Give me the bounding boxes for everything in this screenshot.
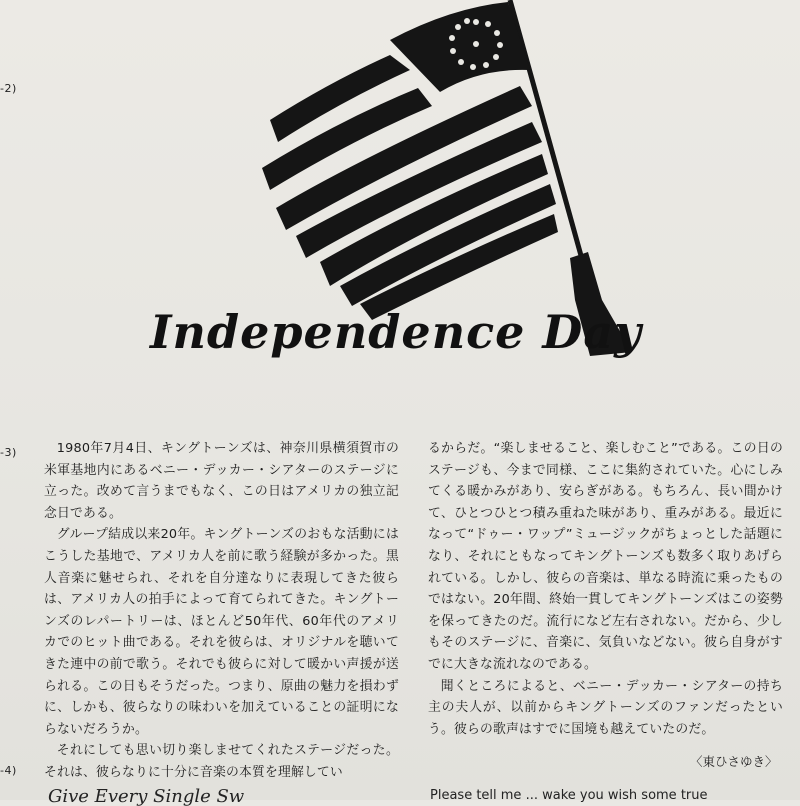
- article-paragraph: グループ結成以来20年。キングトーンズのおもな活動にはこうした基地で、アメリカ人を前に歌う経験が多かった。黒人音楽に魅せられ、それを自分達なりに表現してきた彼らは、アメリカ人の拍手によって育てられてきた。キングトーンズのレパートリーは、ほとんど50年代、60年代のアメリカでのヒット曲である。それを彼らは、オリジナルを聴いてきた連中の前で歌う。それでも彼らに対して暖かい声援が送られる。この日もそうだった。つまり、原曲の魅力を損わずに、しかも、彼らなりの味わいを加えていることの証明にならないだろうか。: [44, 527, 399, 737]
- article-left-column: [44, 438, 399, 784]
- article-paragraph: それにしても思い切り楽しませてくれたステージだった。それは、彼らなりに十分に音楽の本質を理解してい: [44, 743, 399, 780]
- cut-off-lyric-title: Give Every Single Sw: [48, 786, 245, 806]
- article-paragraph: るからだ。“楽しませること、楽しむこと”である。この日のステージも、今まで同様、ここに集約されていた。心にしみてくる暖かみがあり、安らぎがある。もちろん、長い間かけて、ひとつひとつ積み重ねた味があり、重みがある。最近になって“ドゥー・ワップ”ミュージックがちょっとした話題になり、それにともなってキングトーンズも数多く取りあげられている。しかし、彼らの音楽は、単なる時流に乗ったものではない。20年間、終始一貫してキングトーンズはこの姿勢を保ってきたのだ。流行になど左右されない。だから、少しもそのステージに、音楽に、気負いなどない。彼ら自身がすでに大きな流れなのである。: [428, 441, 783, 672]
- cut-off-lyric-text: Please tell me ... wake you wish some true: [430, 788, 708, 803]
- margin-track-mark-2: -2): [0, 82, 17, 95]
- flag-stripes: [262, 55, 558, 320]
- margin-track-mark-3: -3): [0, 446, 17, 459]
- article-paragraph: 聞くところによると、ベニー・デッカー・シアターの持ち主の夫人が、以前からキングトーンズのファンだったという。彼らの歌声はすでに国境も越えていたのだ。: [428, 678, 783, 737]
- flag-canton: [390, 2, 530, 92]
- article-right-column: [428, 438, 783, 740]
- page-title: Independence Day: [150, 305, 642, 359]
- margin-track-mark-4: -4): [0, 764, 17, 777]
- article-paragraph: 1980年7月4日、キングトーンズは、神奈川県横須賀市の米軍基地内にあるベニー・デッカー・シアターのステージに立った。改めて言うまでもなく、この日はアメリカの独立記念日である。: [44, 441, 399, 521]
- author-signature: 〈東ひさゆき〉: [690, 754, 778, 769]
